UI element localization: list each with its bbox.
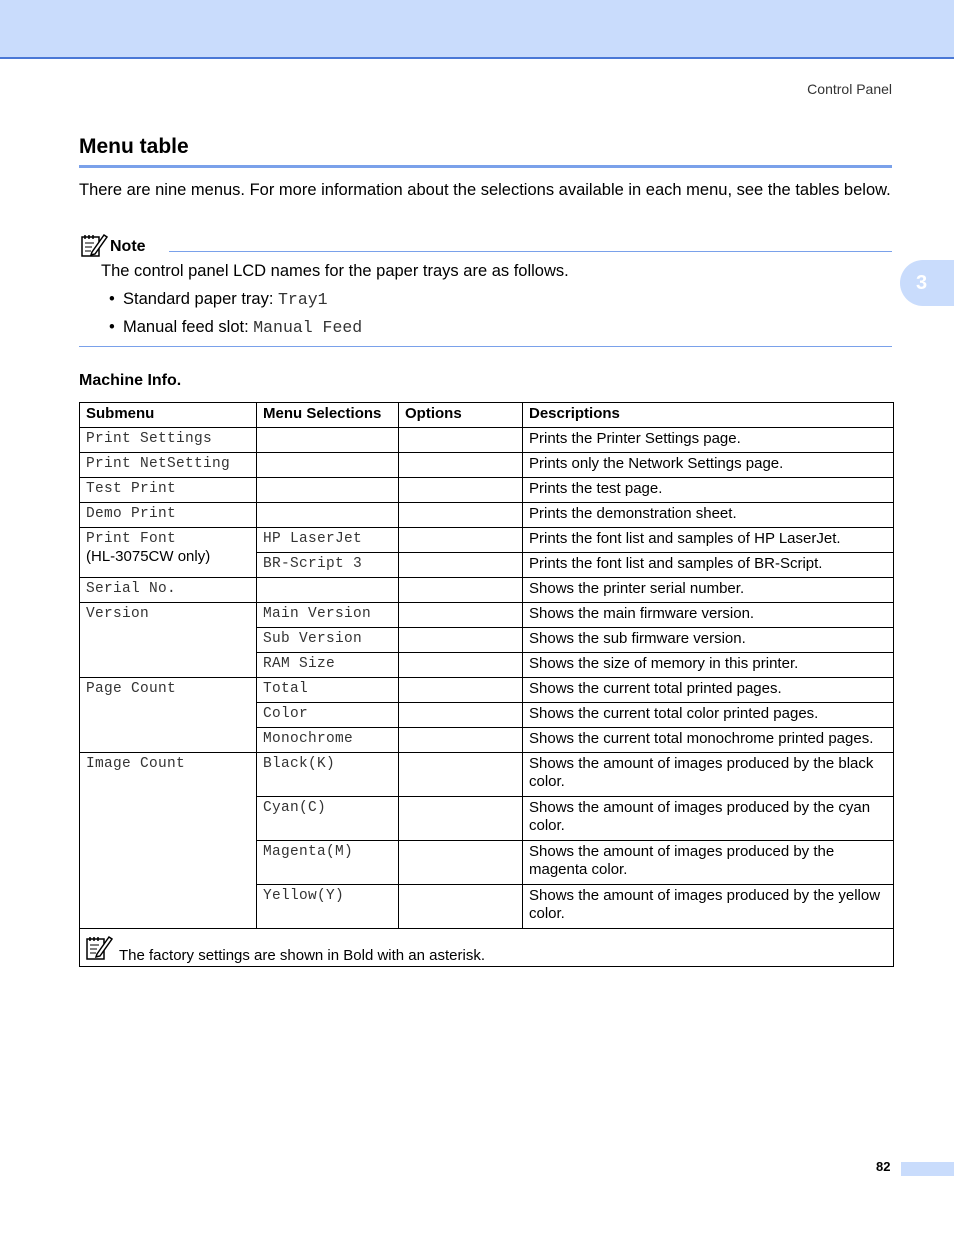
- top-header-band: [0, 0, 954, 59]
- column-header: Submenu: [80, 403, 257, 428]
- submenu-cell: Version: [80, 603, 257, 678]
- options-cell: [399, 797, 523, 841]
- options-cell: [399, 703, 523, 728]
- intro-paragraph: There are nine menus. For more information about the selections available in each menu, see the tables below.: [79, 181, 891, 199]
- selection-cell: Black(K): [257, 753, 399, 797]
- options-cell: [399, 428, 523, 453]
- submenu-name: Print Font: [86, 531, 177, 547]
- options-cell: [399, 728, 523, 753]
- column-header: Options: [399, 403, 523, 428]
- submenu-cell: Demo Print: [80, 503, 257, 528]
- description-cell: Shows the amount of images produced by the cyan color.: [523, 797, 894, 841]
- submenu-cell: Serial No.: [80, 578, 257, 603]
- note-rule: [169, 251, 892, 252]
- selection-cell: Sub Version: [257, 628, 399, 653]
- description-cell: Prints the demonstration sheet.: [523, 503, 894, 528]
- selection-cell: [257, 453, 399, 478]
- description-cell: Shows the printer serial number.: [523, 578, 894, 603]
- description-cell: Prints only the Network Settings page.: [523, 453, 894, 478]
- selection-cell: HP LaserJet: [257, 528, 399, 553]
- submenu-note: (HL-3075CW only): [86, 548, 211, 565]
- bullet-value: Manual Feed: [253, 318, 363, 337]
- options-cell: [399, 528, 523, 553]
- table-header-row: [80, 403, 894, 428]
- note-bottom-rule: [79, 346, 892, 347]
- options-cell: [399, 553, 523, 578]
- options-cell: [399, 578, 523, 603]
- selection-cell: Magenta(M): [257, 841, 399, 885]
- section-title: Menu table: [79, 135, 892, 168]
- submenu-cell: Print NetSetting: [80, 453, 257, 478]
- running-head: Control Panel: [807, 81, 892, 97]
- table-row: [80, 678, 894, 703]
- page-number: 82: [876, 1159, 891, 1174]
- footer-note-text: The factory settings are shown in Bold with an asterisk.: [119, 947, 486, 964]
- options-cell: [399, 841, 523, 885]
- table-row: [80, 603, 894, 628]
- options-cell: [399, 678, 523, 703]
- description-cell: Shows the sub firmware version.: [523, 628, 894, 653]
- table-row: [80, 428, 894, 453]
- options-cell: [399, 885, 523, 929]
- submenu-cell: Image Count: [80, 753, 257, 929]
- selection-cell: BR-Script 3: [257, 553, 399, 578]
- description-cell: Shows the current total color printed pages.: [523, 703, 894, 728]
- table-row: [80, 453, 894, 478]
- note-bullet: [109, 318, 362, 337]
- note-label: Note: [110, 238, 146, 255]
- note-bullet: [109, 290, 328, 309]
- selection-cell: Main Version: [257, 603, 399, 628]
- options-cell: [399, 453, 523, 478]
- submenu-cell: Page Count: [80, 678, 257, 753]
- note-header: [80, 232, 892, 258]
- page-number-bar: [901, 1162, 954, 1176]
- table-footer-row: [80, 929, 894, 967]
- selection-cell: [257, 578, 399, 603]
- chapter-number: 3: [916, 271, 928, 294]
- description-cell: Prints the test page.: [523, 478, 894, 503]
- selection-cell: [257, 503, 399, 528]
- description-cell: Shows the current total printed pages.: [523, 678, 894, 703]
- options-cell: [399, 753, 523, 797]
- description-cell: Prints the Printer Settings page.: [523, 428, 894, 453]
- submenu-cell: Print Settings: [80, 428, 257, 453]
- selection-cell: RAM Size: [257, 653, 399, 678]
- selection-cell: Color: [257, 703, 399, 728]
- chapter-tab: [900, 260, 954, 306]
- options-cell: [399, 653, 523, 678]
- description-cell: Shows the amount of images produced by the yellow color.: [523, 885, 894, 929]
- selection-cell: Yellow(Y): [257, 885, 399, 929]
- note-pencil-icon: [80, 232, 108, 258]
- bullet-prefix: Standard paper tray:: [123, 290, 279, 308]
- table-footer-note: [80, 929, 894, 967]
- selection-cell: [257, 428, 399, 453]
- options-cell: [399, 628, 523, 653]
- table-subheading: Machine Info.: [79, 372, 182, 389]
- table-row: [80, 753, 894, 797]
- options-cell: [399, 603, 523, 628]
- selection-cell: Total: [257, 678, 399, 703]
- bullet-dot: •: [109, 318, 115, 336]
- bullet-value: Tray1: [278, 290, 328, 309]
- note-text: The control panel LCD names for the paper trays are as follows.: [101, 262, 569, 280]
- bullet-prefix: Manual feed slot:: [123, 318, 254, 336]
- submenu-cell: Test Print: [80, 478, 257, 503]
- description-cell: Shows the current total monochrome printed pages.: [523, 728, 894, 753]
- options-cell: [399, 503, 523, 528]
- options-cell: [399, 478, 523, 503]
- description-cell: Prints the font list and samples of HP LaserJet.: [523, 528, 894, 553]
- description-cell: Shows the size of memory in this printer.: [523, 653, 894, 678]
- submenu-cell: [80, 528, 257, 578]
- note-pencil-icon: [85, 933, 113, 961]
- description-cell: Shows the amount of images produced by the black color.: [523, 753, 894, 797]
- selection-cell: Cyan(C): [257, 797, 399, 841]
- column-header: Menu Selections: [257, 403, 399, 428]
- table-row: [80, 528, 894, 553]
- description-cell: Shows the amount of images produced by the magenta color.: [523, 841, 894, 885]
- column-header: Descriptions: [523, 403, 894, 428]
- description-cell: Shows the main firmware version.: [523, 603, 894, 628]
- table-row: [80, 478, 894, 503]
- table-row: [80, 578, 894, 603]
- selection-cell: [257, 478, 399, 503]
- machine-info-table: [79, 402, 894, 967]
- selection-cell: Monochrome: [257, 728, 399, 753]
- bullet-dot: •: [109, 290, 115, 308]
- table-row: [80, 503, 894, 528]
- description-cell: Prints the font list and samples of BR-Script.: [523, 553, 894, 578]
